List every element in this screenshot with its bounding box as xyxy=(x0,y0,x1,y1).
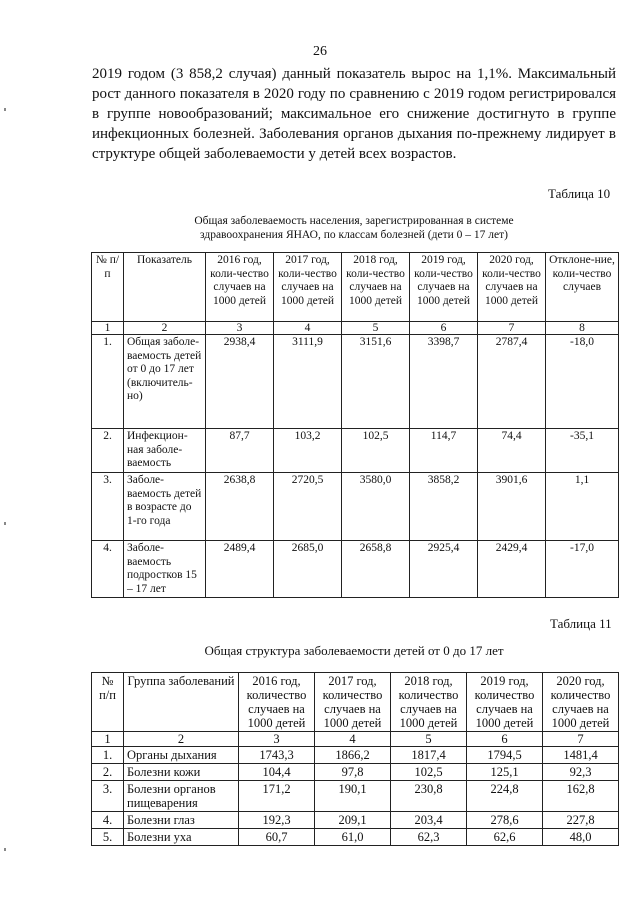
value-deviation: -17,0 xyxy=(546,541,619,598)
table-row xyxy=(92,812,619,829)
row-number: 1. xyxy=(92,747,124,764)
value-2019: 62,6 xyxy=(467,829,543,846)
value-2018: 102,5 xyxy=(342,429,410,473)
table-10 xyxy=(91,252,619,598)
value-deviation: -18,0 xyxy=(546,335,619,429)
value-2019: 114,7 xyxy=(410,429,478,473)
row-number: 5. xyxy=(92,829,124,846)
table-row xyxy=(92,429,619,473)
scan-margin-mark xyxy=(4,108,6,111)
value-2017: 103,2 xyxy=(274,429,342,473)
value-2018: 62,3 xyxy=(391,829,467,846)
value-2020: 2429,4 xyxy=(478,541,546,598)
table-10-caption-line1: Общая заболеваемость населения, зарегистрированная в системе xyxy=(194,215,514,227)
value-2019: 125,1 xyxy=(467,764,543,781)
value-2019: 224,8 xyxy=(467,781,543,812)
header-cell: 2019 год, количество случаев на 1000 детей xyxy=(467,673,543,732)
value-2016: 1743,3 xyxy=(239,747,315,764)
column-number: 4 xyxy=(315,732,391,747)
value-2018: 3580,0 xyxy=(342,473,410,541)
value-2016: 2638,8 xyxy=(206,473,274,541)
value-2017: 61,0 xyxy=(315,829,391,846)
row-name: Инфекцион-ная заболе-ваемость xyxy=(124,429,206,473)
table-10-label: Таблица 10 xyxy=(548,186,611,201)
header-cell: 2020 год, количество случаев на 1000 детей xyxy=(543,673,619,732)
value-2020: 92,3 xyxy=(543,764,619,781)
value-2018: 2658,8 xyxy=(342,541,410,598)
row-number: 4. xyxy=(92,812,124,829)
row-name: Органы дыхания xyxy=(124,747,239,764)
header-cell: 2016 год, коли-чество случаев на 1000 детей xyxy=(206,253,274,322)
header-cell: № п/п xyxy=(92,673,124,732)
value-deviation: 1,1 xyxy=(546,473,619,541)
value-2016: 87,7 xyxy=(206,429,274,473)
value-2016: 171,2 xyxy=(239,781,315,812)
header-cell: 2017 год, коли-чество случаев на 1000 детей xyxy=(274,253,342,322)
column-number-row xyxy=(92,322,619,335)
value-2020: 2787,4 xyxy=(478,335,546,429)
value-2017: 209,1 xyxy=(315,812,391,829)
column-number: 8 xyxy=(546,322,619,335)
header-cell: 2019 год, коли-чество случаев на 1000 детей xyxy=(410,253,478,322)
row-number: 2. xyxy=(92,429,124,473)
value-2020: 3901,6 xyxy=(478,473,546,541)
header-cell: Группа заболеваний xyxy=(124,673,239,732)
table-row xyxy=(92,541,619,598)
value-2019: 1794,5 xyxy=(467,747,543,764)
value-2016: 2489,4 xyxy=(206,541,274,598)
value-2020: 162,8 xyxy=(543,781,619,812)
column-number: 7 xyxy=(543,732,619,747)
value-2019: 2925,4 xyxy=(410,541,478,598)
column-number: 7 xyxy=(478,322,546,335)
value-2017: 1866,2 xyxy=(315,747,391,764)
table-row xyxy=(92,829,619,846)
header-cell: Отклоне-ние, коли-чество случаев xyxy=(546,253,619,322)
row-number: 4. xyxy=(92,541,124,598)
value-2017: 2720,5 xyxy=(274,473,342,541)
column-number: 3 xyxy=(239,732,315,747)
value-2019: 278,6 xyxy=(467,812,543,829)
header-cell: 2020 год, коли-чество случаев на 1000 детей xyxy=(478,253,546,322)
value-deviation: -35,1 xyxy=(546,429,619,473)
table-row xyxy=(92,473,619,541)
value-2016: 60,7 xyxy=(239,829,315,846)
scan-margin-mark xyxy=(4,522,6,525)
page-number: 26 xyxy=(313,44,327,59)
value-2017: 3111,9 xyxy=(274,335,342,429)
value-2016: 104,4 xyxy=(239,764,315,781)
header-cell: 2017 год, количество случаев на 1000 детей xyxy=(315,673,391,732)
intro-paragraph: 2019 годом (3 858,2 случая) данный показатель вырос на 1,1%. Максимальный рост данного показателя в 2020 году по сравнению с 2019 годом регистрировался в группе новообразований; максимальное его снижение достигнуто в группе инфекционных болезней. Заболевания органов дыхания по-прежнему лидирует в структуре общей заболеваемости у детей всех возрастов. xyxy=(92,66,616,162)
value-2019: 3858,2 xyxy=(410,473,478,541)
column-number: 6 xyxy=(410,322,478,335)
value-2018: 1817,4 xyxy=(391,747,467,764)
value-2018: 102,5 xyxy=(391,764,467,781)
value-2020: 74,4 xyxy=(478,429,546,473)
scan-margin-mark xyxy=(4,848,6,851)
column-number: 5 xyxy=(342,322,410,335)
row-name: Заболе-ваемость детей в возрасте до 1-го года xyxy=(124,473,206,541)
column-number: 5 xyxy=(391,732,467,747)
row-number: 3. xyxy=(92,473,124,541)
value-2016: 2938,4 xyxy=(206,335,274,429)
header-cell: 2016 год, количество случаев на 1000 детей xyxy=(239,673,315,732)
value-2017: 97,8 xyxy=(315,764,391,781)
value-2016: 192,3 xyxy=(239,812,315,829)
value-2018: 230,8 xyxy=(391,781,467,812)
table-row xyxy=(92,747,619,764)
column-number-row xyxy=(92,732,619,747)
value-2019: 3398,7 xyxy=(410,335,478,429)
row-name: Болезни глаз xyxy=(124,812,239,829)
column-number: 3 xyxy=(206,322,274,335)
row-name: Общая заболе-ваемость детей от 0 до 17 лет (включитель-но) xyxy=(124,335,206,429)
table-row xyxy=(92,764,619,781)
value-2020: 227,8 xyxy=(543,812,619,829)
column-number: 2 xyxy=(124,732,239,747)
column-number: 1 xyxy=(92,322,124,335)
table-11-label: Таблица 11 xyxy=(550,616,612,631)
table-10-caption-line2: здравоохранения ЯНАО, по классам болезней (дети 0 – 17 лет) xyxy=(200,229,508,241)
value-2018: 203,4 xyxy=(391,812,467,829)
row-name: Болезни уха xyxy=(124,829,239,846)
column-number: 6 xyxy=(467,732,543,747)
table-10-header-row xyxy=(92,253,619,322)
row-number: 3. xyxy=(92,781,124,812)
table-10-caption xyxy=(92,214,616,242)
table-row xyxy=(92,335,619,429)
table-11-header-row xyxy=(92,673,619,732)
row-name: Болезни органов пищеварения xyxy=(124,781,239,812)
table-row xyxy=(92,781,619,812)
header-cell: 2018 год, коли-чество случаев на 1000 детей xyxy=(342,253,410,322)
table-11 xyxy=(91,672,619,846)
table-11-caption: Общая структура заболеваемости детей от 0 до 17 лет xyxy=(204,643,504,658)
column-number: 1 xyxy=(92,732,124,747)
column-number: 2 xyxy=(124,322,206,335)
value-2020: 1481,4 xyxy=(543,747,619,764)
column-number: 4 xyxy=(274,322,342,335)
row-name: Заболе-ваемость подростков 15 – 17 лет xyxy=(124,541,206,598)
header-cell: № п/п xyxy=(92,253,124,322)
value-2018: 3151,6 xyxy=(342,335,410,429)
value-2017: 2685,0 xyxy=(274,541,342,598)
header-cell: Показатель xyxy=(124,253,206,322)
row-number: 2. xyxy=(92,764,124,781)
row-number: 1. xyxy=(92,335,124,429)
value-2020: 48,0 xyxy=(543,829,619,846)
value-2017: 190,1 xyxy=(315,781,391,812)
header-cell: 2018 год, количество случаев на 1000 детей xyxy=(391,673,467,732)
row-name: Болезни кожи xyxy=(124,764,239,781)
